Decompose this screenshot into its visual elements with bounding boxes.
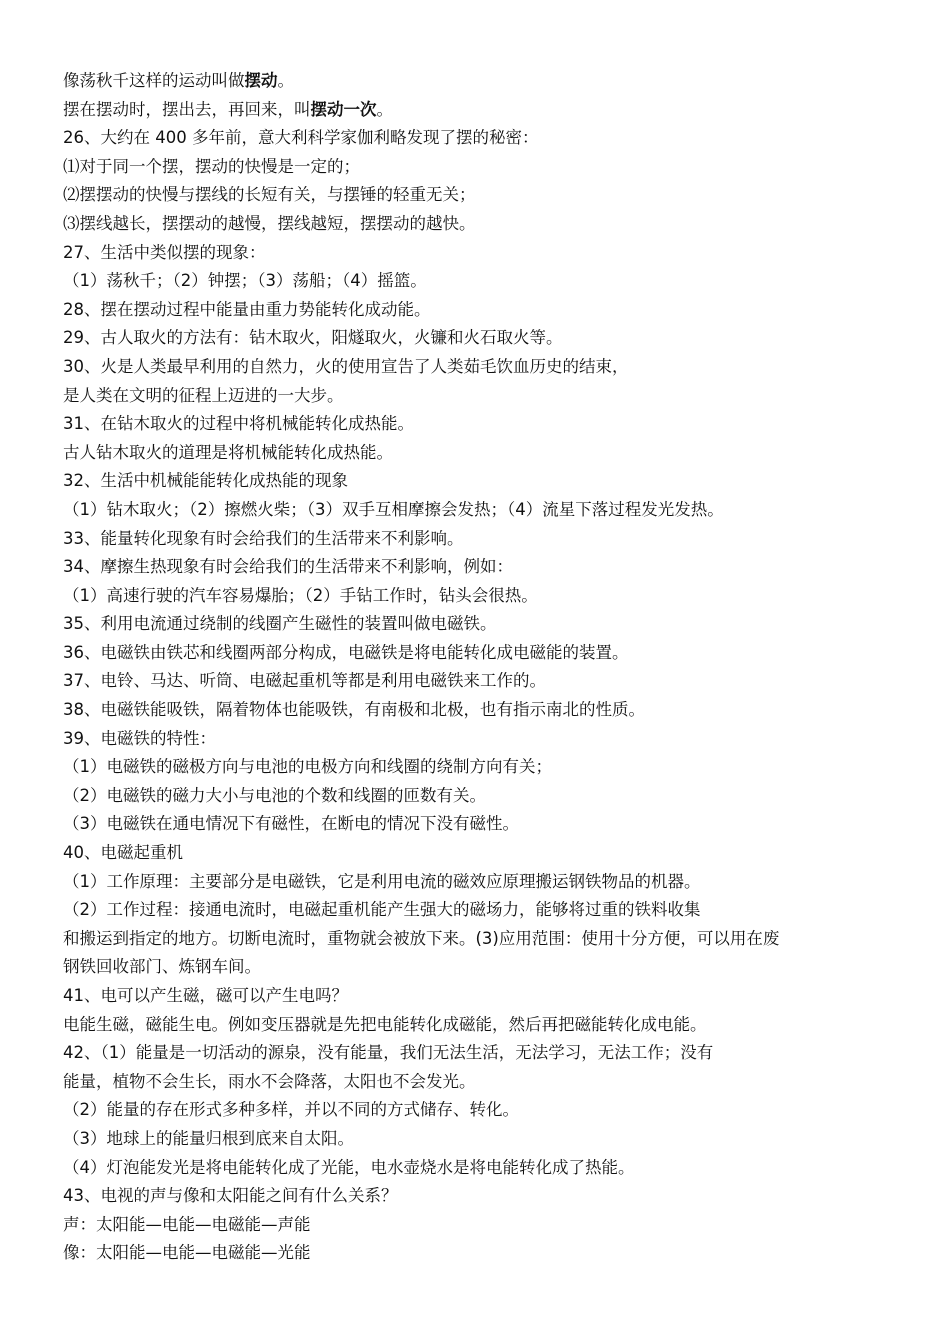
text-line: （4）灯泡能发光是将电能转化成了光能，电水壶烧水是将电能转化成了热能。 bbox=[63, 1157, 635, 1177]
text-line-intro-swing bbox=[63, 67, 903, 96]
text-line: （3）电磁铁在通电情况下有磁性，在断电的情况下没有磁性。 bbox=[63, 814, 519, 834]
text-line: 像：太阳能—电能—电磁能—光能 bbox=[63, 1243, 311, 1263]
text-line: ⑴对于同一个摆，摆动的快慢是一定的； bbox=[63, 156, 360, 176]
document-body bbox=[63, 67, 903, 1268]
text-line: 43、电视的声与像和太阳能之间有什么关系？ bbox=[63, 1186, 398, 1206]
text-line: 31、在钻木取火的过程中将机械能转化成热能。 bbox=[63, 414, 414, 434]
text-line: 钢铁回收部门、炼钢车间。 bbox=[63, 957, 261, 977]
text-line: 40、电磁起重机 bbox=[63, 843, 183, 863]
text-line: （1）钻木取火；（2）擦燃火柴；（3）双手互相摩擦会发热；（4）流星下落过程发光发热。 bbox=[63, 499, 724, 519]
text-line: ⑵摆摆动的快慢与摆线的长短有关，与摆锤的轻重无关； bbox=[63, 185, 476, 205]
text-line: 35、利用电流通过绕制的线圈产生磁性的装置叫做电磁铁。 bbox=[63, 614, 497, 634]
intro-2-text: 摆在摆动时，摆出去，再回来，叫 bbox=[63, 99, 311, 119]
intro-2-punct: 。 bbox=[376, 99, 393, 119]
text-line: （2）工作过程：接通电流时，电磁起重机能产生强大的磁场力，能够将过重的铁料收集 bbox=[63, 900, 701, 920]
text-line: 38、电磁铁能吸铁，隔着物体也能吸铁，有南极和北极，也有指示南北的性质。 bbox=[63, 700, 645, 720]
text-line: （1）荡秋千；（2）钟摆；（3）荡船；（4）摇篮。 bbox=[63, 271, 427, 291]
text-line: 28、摆在摆动过程中能量由重力势能转化成动能。 bbox=[63, 299, 431, 319]
text-line: 声：太阳能—电能—电磁能—声能 bbox=[63, 1214, 311, 1234]
text-line: 29、古人取火的方法有：钻木取火，阳燧取火，火镰和火石取火等。 bbox=[63, 328, 563, 348]
text-line: 30、火是人类最早利用的自然力，火的使用宣告了人类茹毛饮血历史的结束， bbox=[63, 356, 629, 376]
text-line: 37、电铃、马达、听筒、电磁起重机等都是利用电磁铁来工作的。 bbox=[63, 671, 546, 691]
text-line: （2）能量的存在形式多种多样，并以不同的方式储存、转化。 bbox=[63, 1100, 519, 1120]
text-line: 和搬运到指定的地方。切断电流时，重物就会被放下来。(3)应用范围：使用十分方便，可以用在废 bbox=[63, 928, 780, 948]
text-line: 42、（1）能量是一切活动的源泉，没有能量，我们无法生活，无法学习，无法工作；没有 bbox=[63, 1043, 714, 1063]
text-line: 39、电磁铁的特性： bbox=[63, 728, 216, 748]
text-line: 27、生活中类似摆的现象： bbox=[63, 242, 266, 262]
intro-1-text: 像荡秋千这样的运动叫做 bbox=[63, 71, 245, 90]
text-line: （1）电磁铁的磁极方向与电池的电极方向和线圈的绕制方向有关； bbox=[63, 757, 552, 777]
text-line: （1）高速行驶的汽车容易爆胎；（2）手钻工作时，钻头会很热。 bbox=[63, 585, 538, 605]
text-line: 26、大约在 400 多年前，意大利科学家伽利略发现了摆的秘密： bbox=[63, 128, 539, 148]
text-line: 41、电可以产生磁，磁可以产生电吗？ bbox=[63, 986, 348, 1005]
intro-2-bold-term: 摆动一次 bbox=[310, 99, 377, 119]
text-line: 能量，植物不会生长，雨水不会降落，太阳也不会发光。 bbox=[63, 1071, 476, 1091]
text-line: 是人类在文明的征程上迈进的一大步。 bbox=[63, 385, 344, 405]
intro-1-bold-term: 摆动 bbox=[244, 71, 278, 90]
text-line: （2）电磁铁的磁力大小与电池的个数和线圈的匝数有关。 bbox=[63, 785, 486, 805]
text-line: （3）地球上的能量归根到底来自太阳。 bbox=[63, 1128, 354, 1148]
text-line: （1）工作原理：主要部分是电磁铁，它是利用电流的磁效应原理搬运钢铁物品的机器。 bbox=[63, 871, 701, 891]
intro-1-punct: 。 bbox=[277, 71, 294, 90]
text-line: 36、电磁铁由铁芯和线圈两部分构成，电磁铁是将电能转化成电磁能的装置。 bbox=[63, 642, 629, 662]
text-line: 34、摩擦生热现象有时会给我们的生活带来不利影响，例如： bbox=[63, 557, 513, 577]
text-line-intro-swing-once bbox=[63, 96, 903, 125]
text-line: 33、能量转化现象有时会给我们的生活带来不利影响。 bbox=[63, 528, 464, 548]
text-line: 32、生活中机械能能转化成热能的现象 bbox=[63, 471, 348, 491]
text-line: ⑶摆线越长，摆摆动的越慢，摆线越短，摆摆动的越快。 bbox=[63, 213, 476, 233]
text-line: 古人钻木取火的道理是将机械能转化成热能。 bbox=[63, 442, 393, 462]
text-line: 电能生磁，磁能生电。例如变压器就是先把电能转化成磁能，然后再把磁能转化成电能。 bbox=[63, 1014, 707, 1034]
